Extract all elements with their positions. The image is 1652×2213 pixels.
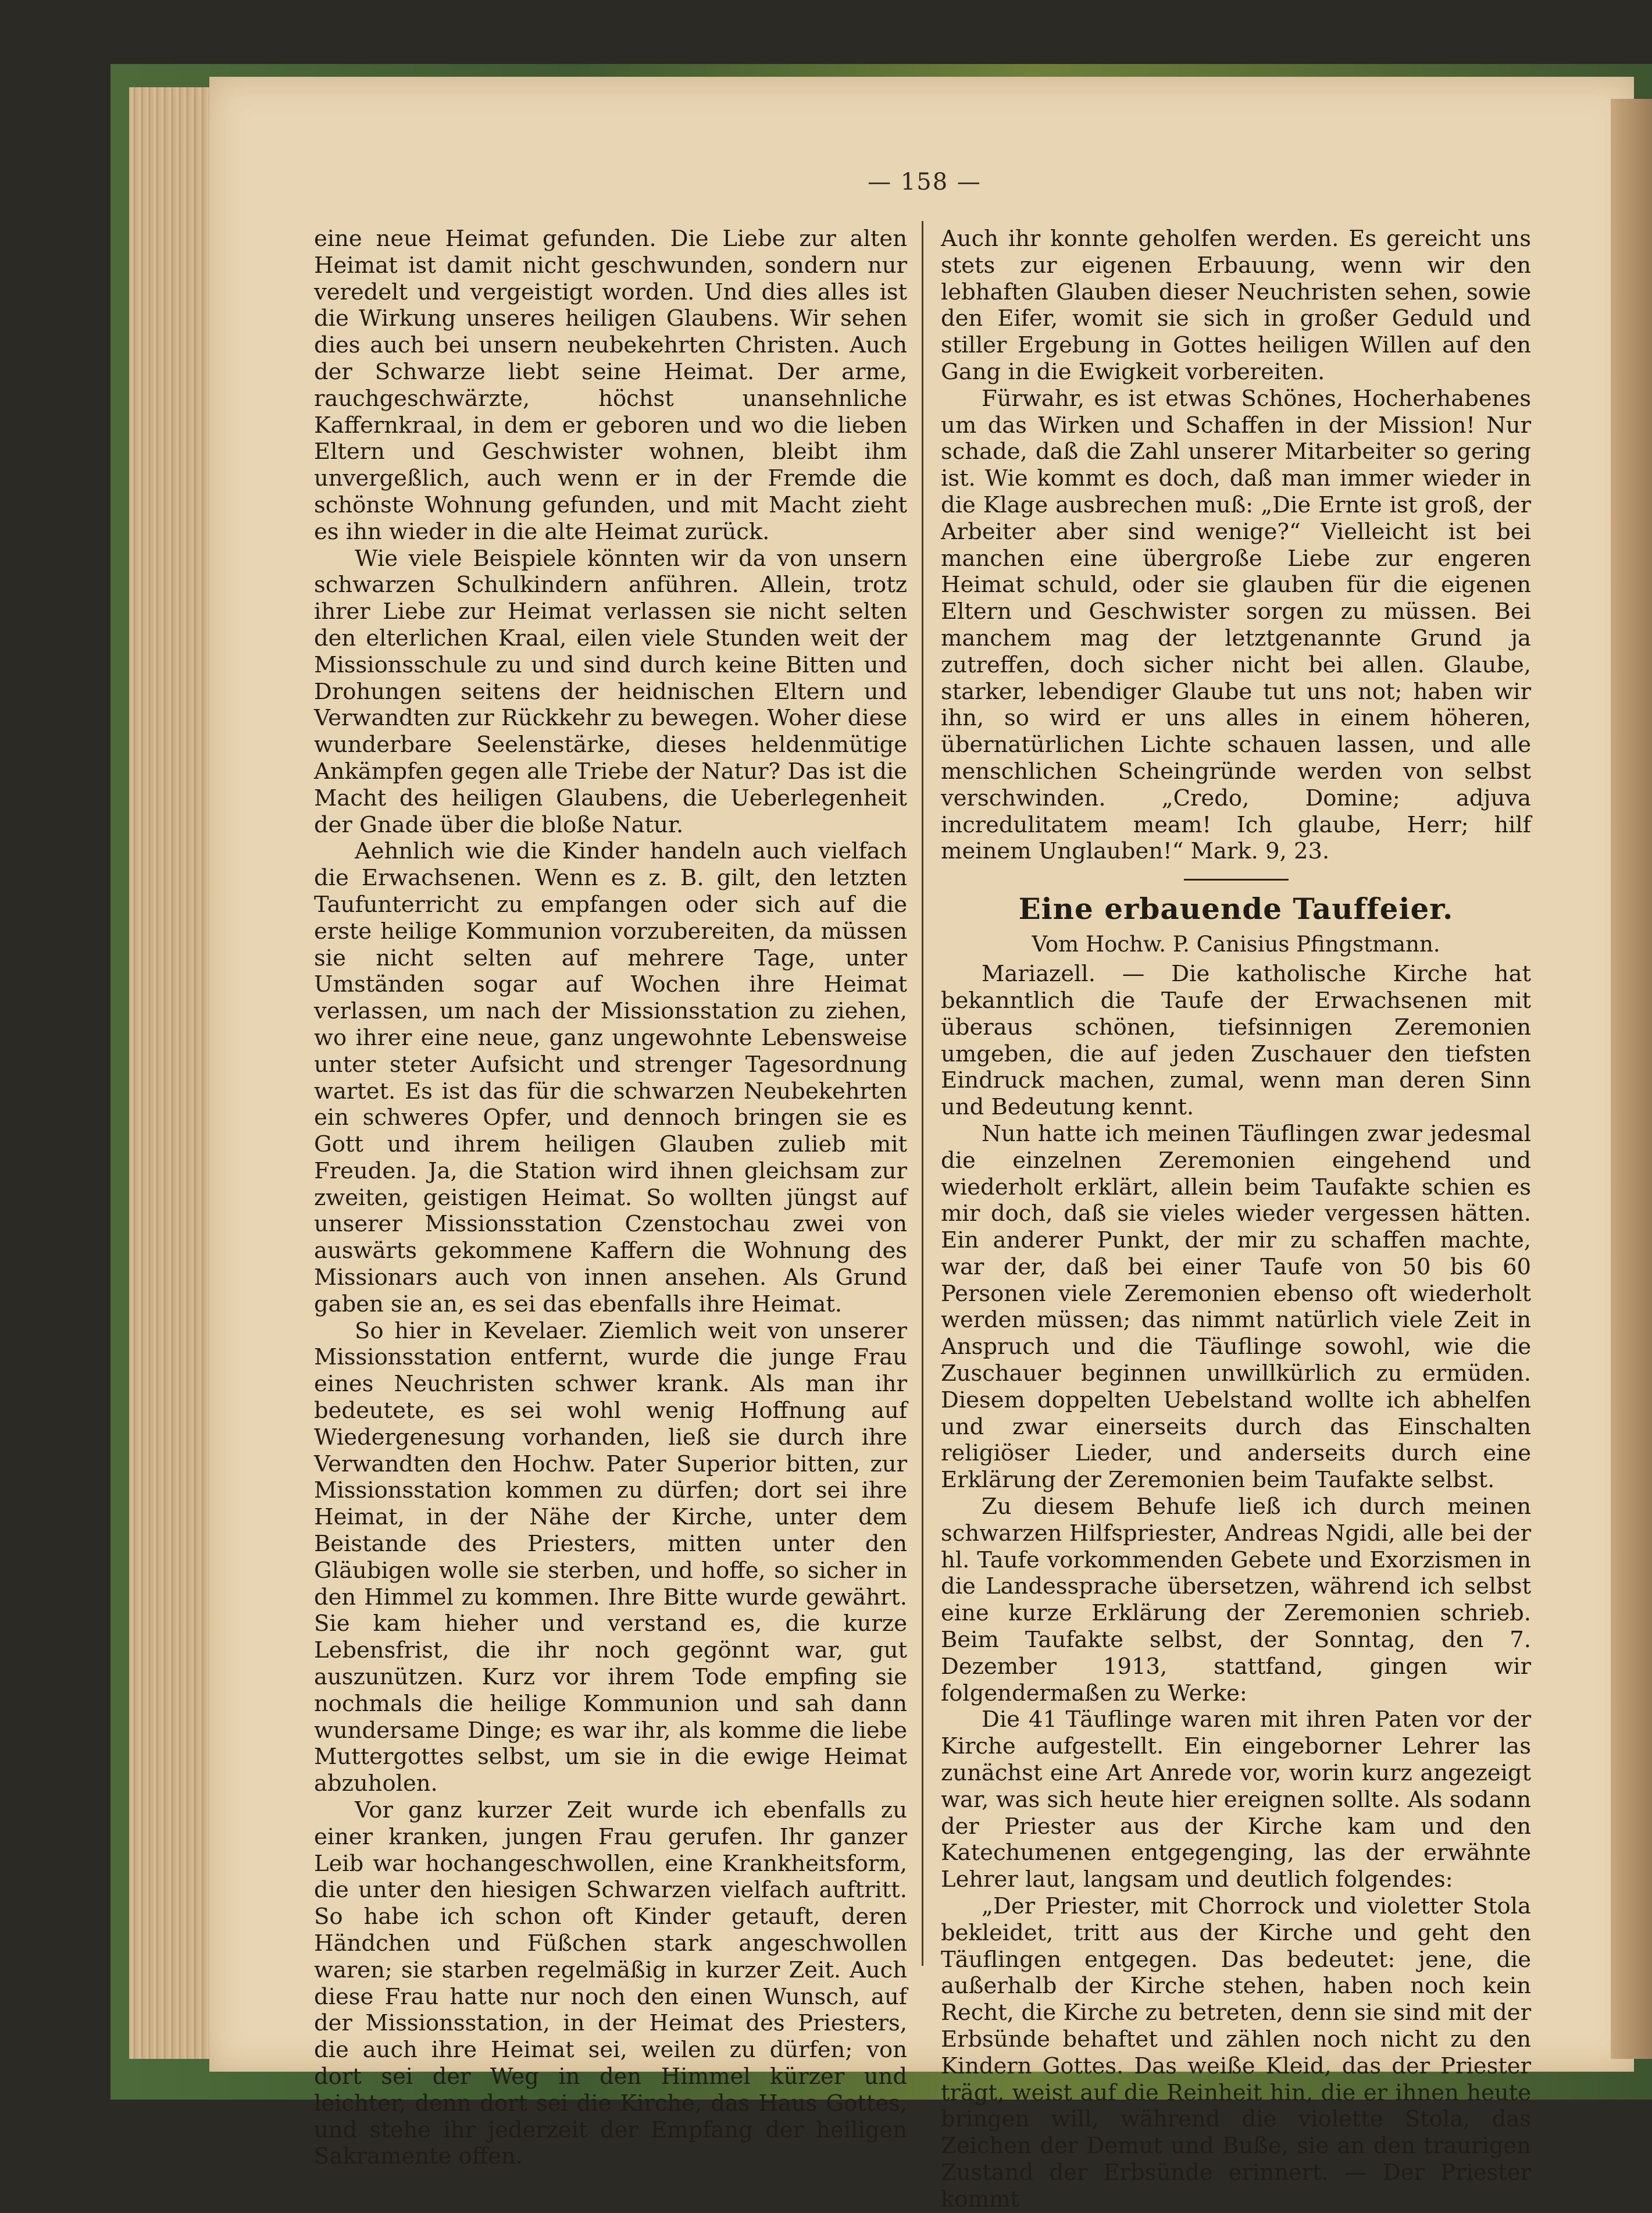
paragraph: Die 41 Täuflinge waren mit ihren Paten vor der Kirche aufgestellt. Ein eingeborner Lehrer las zunächst eine Art Anrede vor, worin kurz angezeigt war, was sich heute hier ereignen sollte. Als sodann der Priester aus der Kirche kam und den Katechumenen entgegenging, las der erwähnte Lehrer laut, langsam und deutlich folgendes: [941,1706,1531,1893]
paragraph: eine neue Heimat gefunden. Die Liebe zur alten Heimat ist damit nicht geschwunden, sondern nur veredelt und vergeistigt worden. Und dies alles ist die Wirkung unseres heiligen Glaubens. Wir sehen dies auch bei unsern neubekehrten Christen. Auch der Schwarze liebt seine Heimat. Der arme, rauchgeschwärzte, höchst unansehnliche Kaffernkraal, in dem er geboren und wo die lieben Eltern und Geschwister wohnen, bleibt ihm unvergeßlich, auch wenn er in der Fremde die schönste Wohnung gefunden, und mit Macht zieht es ihn wieder in die alte Heimat zurück. [314,226,907,545]
paragraph: „Der Priester, mit Chorrock und violetter Stola bekleidet, tritt aus der Kirche und geht den Täuflingen entgegen. Das bedeutet: jene, die außerhalb der Kirche stehen, haben noch kein Recht, die Kirche zu betreten, denn sie sind mit der Erbsünde behaftet und zählen noch nicht zu den Kindern Gottes. Das weiße Kleid, das der Priester trägt, weist auf die Reinheit hin, die er ihnen heute bringen will, während die violette Stola, das Zeichen der Demut und Buße, sie an den traurigen Zustand der Erbsünde erinnert. — Der Priester kommt [941,1893,1531,2212]
paragraph: Fürwahr, es ist etwas Schönes, Hocherhabenes um das Wirken und Schaffen in der Mission! Nur schade, daß die Zahl unserer Mitarbeiter so gering ist. Wie kommt es doch, daß man immer wieder in die Klage ausbrechen muß: „Die Ernte ist groß, der Arbeiter aber sind wenige?“ Vielleicht ist bei manchen eine übergroße Liebe zur engeren Heimat schuld, oder sie glauben für die eigenen Eltern und Geschwister sorgen zu müssen. Bei manchem mag der letztgenannte Grund ja zutreffen, doch sicher nicht bei allen. Glaube, starker, lebendiger Glaube tut uns not; haben wir ihn, so wird er uns alles in einem höheren, übernatürlichen Lichte schauen lassen, und alle menschlichen Scheingründe werden von selbst verschwinden. „Credo, Domine; adjuva incredulitatem meam! Ich glaube, Herr; hilf meinem Unglauben!“ Mark. 9, 23. [941,385,1531,865]
paragraph: Vor ganz kurzer Zeit wurde ich ebenfalls zu einer kranken, jungen Frau gerufen. Ihr ganzer Leib war hochangeschwollen, eine Krankheitsform, die unter den hiesigen Schwarzen vielfach auftritt. So habe ich schon oft Kinder getauft, deren Händchen und Füßchen stark angeschwollen waren; sie starben regelmäßig in kurzer Zeit. Auch diese Frau hatte nur noch den einen Wunsch, auf der Missionsstation, in der Heimat des Priesters, die auch ihre Heimat sei, weilen zu dürfen; von dort sei der Weg in den Himmel kürzer und leichter, denn dort sei die Kirche, das Haus Gottes, und stehe ihr jederzeit der Empfang der heiligen Sakramente offen. [314,1797,907,2170]
left-column [314,226,907,2170]
paragraph: Mariazell. — Die katholische Kirche hat bekanntlich die Taufe der Erwachsenen mit überaus schönen, tiefsinnigen Zeremonien umgeben, die auf jeden Zuschauer den tiefsten Eindruck machen, zumal, wenn man deren Sinn und Bedeutung kennt. [941,961,1531,1121]
right-column [941,226,1531,2213]
paragraph: Aehnlich wie die Kinder handeln auch vielfach die Erwachsenen. Wenn es z. B. gilt, den letzten Taufunterricht zu empfangen oder sich auf die erste heilige Kommunion vorzubereiten, da müssen sie nicht selten auf mehrere Tage, unter Umständen sogar auf Wochen ihre Heimat verlassen, um nach der Missionsstation zu ziehen, wo ihrer eine neue, ganz ungewohnte Lebensweise unter steter Aufsicht und strenger Tagesordnung wartet. Es ist das für die schwarzen Neubekehrten ein schweres Opfer, und dennoch bringen sie es Gott und ihrem heiligen Glauben zulieb mit Freuden. Ja, die Station wird ihnen gleichsam zur zweiten, geistigen Heimat. So wollten jüngst auf unserer Missionsstation Czenstochau zwei von auswärts gekommene Kaffern die Wohnung des Missionars auch von innen ansehen. Als Grund gaben sie an, es sei das ebenfalls ihre Heimat. [314,838,907,1317]
section-rule [1184,879,1289,881]
page-number: — 158 — [868,169,982,195]
paragraph: Wie viele Beispiele könnten wir da von unsern schwarzen Schulkindern anführen. Allein, trotz ihrer Liebe zur Heimat verlassen sie nicht selten den elterlichen Kraal, eilen viele Stunden weit der Missionsschule zu und sind durch keine Bitten und Drohungen seitens der heidnischen Eltern und Verwandten zur Rückkehr zu bewegen. Woher diese wunderbare Seelenstärke, dieses heldenmütige Ankämpfen gegen alle Triebe der Natur? Das ist die Macht des heiligen Glaubens, die Ueberlegenheit der Gnade über die bloße Natur. [314,545,907,838]
article-title: Eine erbauende Tauffeier. [1018,892,1454,926]
facing-page-edge [1611,99,1652,2059]
article-byline: Vom Hochw. P. Canisius Pfingstmann. [1032,932,1440,957]
paragraph: Zu diesem Behufe ließ ich durch meinen schwarzen Hilfspriester, Andreas Ngidi, alle bei der hl. Taufe vorkommenden Gebete und Exorzismen in die Landessprache übersetzen, während ich selbst eine kurze Erklärung der Zeremonien schrieb. Beim Taufakte selbst, der Sonntag, den 7. Dezember 1913, stattfand, gingen wir folgendermaßen zu Werke: [941,1494,1531,1706]
paragraph: Auch ihr konnte geholfen werden. Es gereicht uns stets zur eigenen Erbauung, wenn wir den lebhaften Glauben dieser Neuchristen sehen, sowie den Eifer, womit sie sich in großer Geduld und stiller Ergebung in Gottes heiligen Willen auf den Gang in die Ewigkeit vorbereiten. [941,226,1531,385]
paragraph: Nun hatte ich meinen Täuflingen zwar jedesmal die einzelnen Zeremonien eingehend und wiederholt erklärt, allein beim Taufakte schien es mir doch, daß sie vieles wieder vergessen hätten. Ein anderer Punkt, der mir zu schaffen machte, war der, daß bei einer Taufe von 50 bis 60 Personen viele Zeremonien ebenso oft wiederholt werden müssen; das nimmt natürlich viele Zeit in Anspruch und die Täuflinge sowohl, wie die Zuschauer beginnen unwillkürlich zu ermüden. Diesem doppelten Uebelstand wollte ich abhelfen und zwar einerseits durch das Einschalten religiöser Lieder, und anderseits durch eine Erklärung der Zeremonien beim Taufakte selbst. [941,1120,1531,1494]
paragraph: So hier in Kevelaer. Ziemlich weit von unserer Missionsstation entfernt, wurde die junge Frau eines Neuchristen schwer krank. Als man ihr bedeutete, es sei wohl wenig Hoffnung auf Wiedergenesung vorhanden, ließ sie durch ihre Verwandten den Hochw. Pater Superior bitten, zur Missionsstation kommen zu dürfen; dort sei ihre Heimat, in der Nähe der Kirche, unter dem Beistande des Priesters, mitten unter den Gläubigen wolle sie sterben, und hoffe, so sicher in den Himmel zu kommen. Ihre Bitte wurde gewährt. Sie kam hieher und verstand es, die kurze Lebensfrist, die ihr noch gegönnt war, gut auszunützen. Kurz vor ihrem Tode empfing sie nochmals die heilige Kommunion und sah dann wundersame Dinge; es war ihr, als komme die liebe Muttergottes selbst, um sie in die ewige Heimat abzuholen. [314,1317,907,1797]
column-divider [922,221,923,1966]
